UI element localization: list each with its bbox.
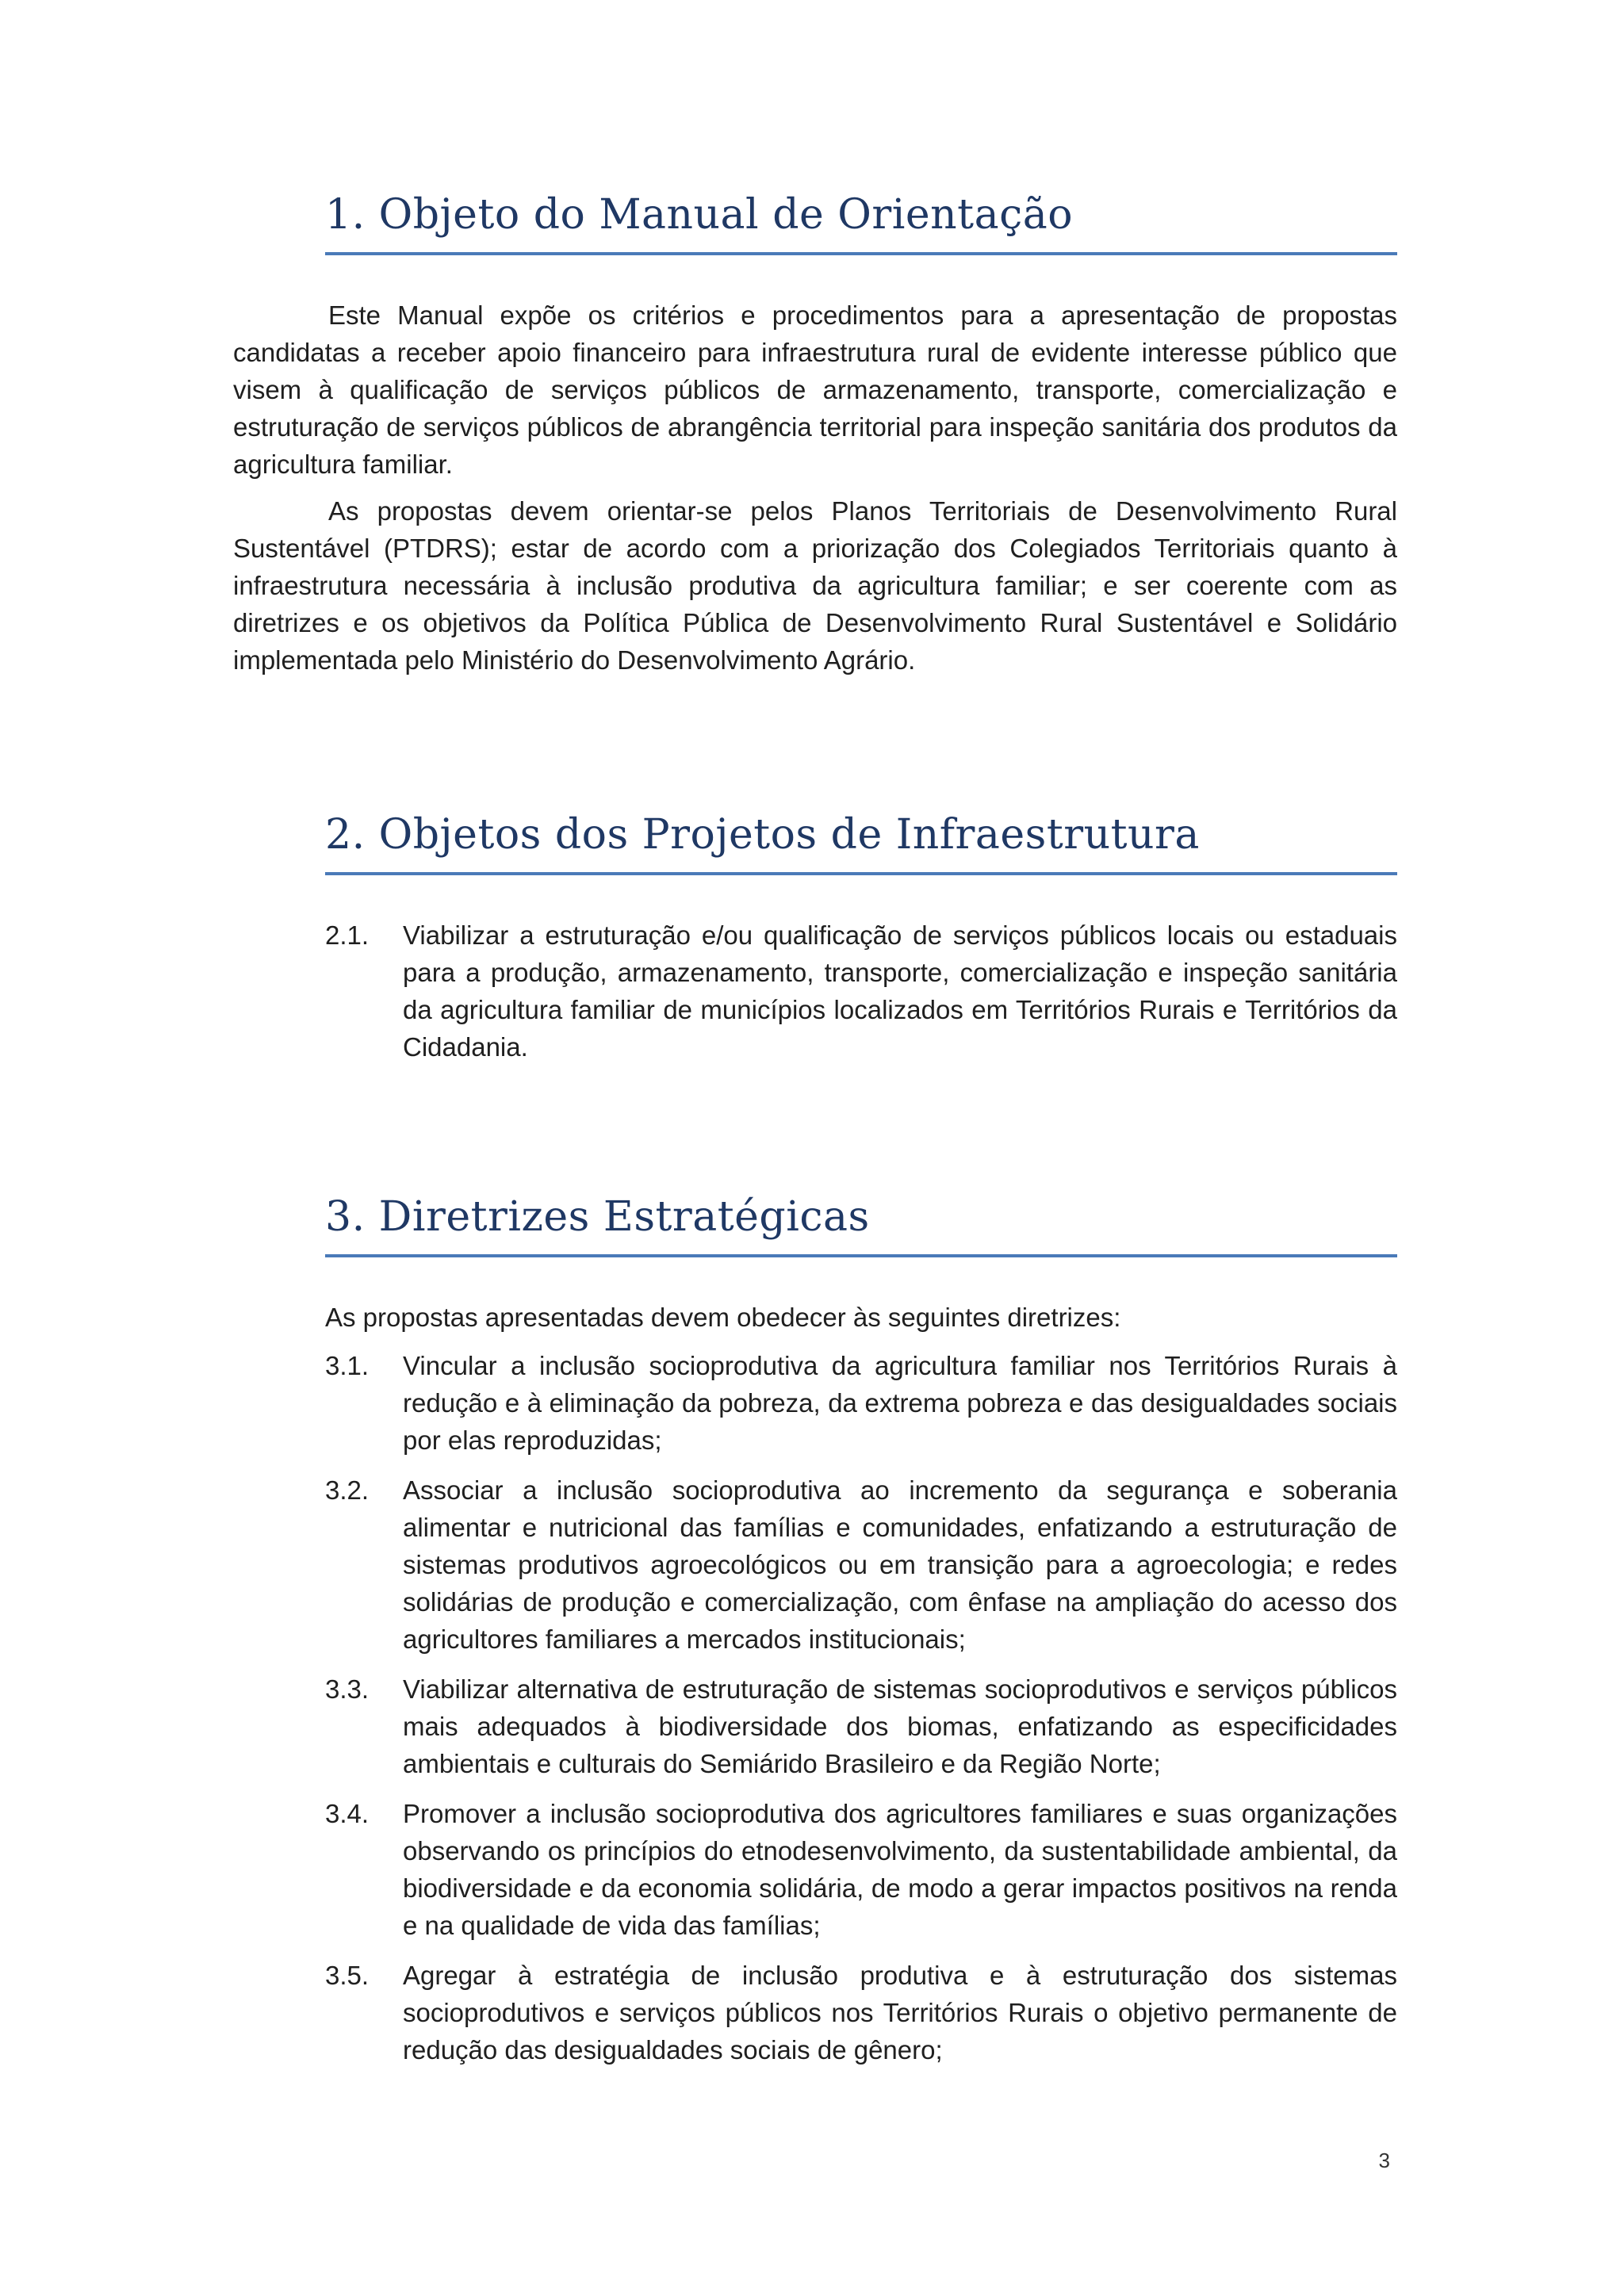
intro-text: As propostas apresentadas devem obedecer às seguintes diretrizes:: [325, 1303, 1121, 1332]
list-item: [325, 1670, 1397, 1782]
section-diretrizes: [233, 1191, 1397, 2068]
list-item-number: 3.4.: [325, 1799, 370, 1828]
list-item: [325, 1795, 1397, 1944]
section-heading: 1. Objeto do Manual de Orientação: [325, 191, 1074, 239]
list-item-text: Viabilizar alternativa de estruturação de sistemas socioprodutivos e serviços públicos mais adequados à biodiversidade dos biomas, enfatizando as especificidades ambientais e culturais do Semiárido Brasileiro e da Região Norte;: [403, 1674, 1397, 1778]
paragraph: As propostas devem orientar-se pelos Planos Territoriais de Desenvolvimento Rural Sustentável (PTDRS); estar de acordo com a priorização dos Colegiados Territoriais quanto à infraestrutura necessária à inclusão produtiva da agricultura familiar; e ser coerente com as diretrizes e os objetivos da Política Pública de Desenvolvimento Rural Sustentável e Solidário implementada pelo Ministério do Desenvolvimento Agrário.: [233, 496, 1397, 675]
section-heading-underline: [325, 809, 1397, 875]
list-item-text: Promover a inclusão socioprodutiva dos agricultores familiares e suas organizações observando os princípios do etnodesenvolvimento, da sustentabilidade ambiental, da biodiversidade e da economia solidária, de modo a gerar impactos positivos na renda e na qualidade de vida das famílias;: [403, 1799, 1397, 1940]
list-item-text: Associar a inclusão socioprodutiva ao incremento da segurança e soberania alimentar e nutricional das famílias e comunidades, enfatizando a estruturação de sistemas produtivos agroecológicos ou em transição para a agroecologia; e redes solidárias de produção e comercialização, com ênfase na ampliação do acesso dos agricultores familiares a mercados institucionais;: [403, 1475, 1397, 1654]
list-item: [325, 1471, 1397, 1658]
list-item-text: Viabilizar a estruturação e/ou qualificação de serviços públicos locais ou estaduais para a produção, armazenamento, transporte, comercialização e inspeção sanitária da agricultura familiar de municípios localizados em Territórios Rurais e Territórios da Cidadania.: [403, 920, 1397, 1062]
list-item-text: Agregar à estratégia de inclusão produtiva e à estruturação dos sistemas socioprodutivos e serviços públicos nos Territórios Rurais o objetivo permanente de redução das desigualdades sociais de gênero;: [403, 1961, 1397, 2064]
list-item: [325, 1957, 1397, 2068]
list-item-number: 3.1.: [325, 1351, 370, 1380]
section-heading-underline: [325, 1191, 1397, 1257]
section-objetos-projetos: [233, 809, 1397, 1066]
paragraph: Este Manual expõe os critérios e procedimentos para a apresentação de propostas candidatas a receber apoio financeiro para infraestrutura rural de evidente interesse público que visem à qualificação de serviços públicos de armazenamento, transporte, comercialização e estruturação de serviços públicos de abrangência territorial para inspeção sanitária dos produtos da agricultura familiar.: [233, 300, 1397, 479]
list-item-number: 2.1.: [325, 920, 370, 950]
list-item-number: 3.5.: [325, 1961, 370, 1990]
list-item: [325, 916, 1397, 1066]
list-item-number: 3.3.: [325, 1674, 370, 1704]
section-heading: 2. Objetos dos Projetos de Infraestrutura: [325, 811, 1200, 859]
section-heading-underline: [325, 189, 1397, 255]
section-heading: 3. Diretrizes Estratégicas: [325, 1193, 870, 1241]
list-item-number: 3.2.: [325, 1475, 370, 1505]
numbered-list: [325, 916, 1397, 1066]
page-number: 3: [1378, 2149, 1390, 2172]
section-objeto-manual: [233, 189, 1397, 679]
list-item-text: Vincular a inclusão socioprodutiva da agricultura familiar nos Territórios Rurais à redução e à eliminação da pobreza, da extrema pobreza e das desigualdades sociais por elas reproduzidas;: [403, 1351, 1397, 1455]
numbered-list: [325, 1347, 1397, 2068]
list-item: [325, 1347, 1397, 1459]
